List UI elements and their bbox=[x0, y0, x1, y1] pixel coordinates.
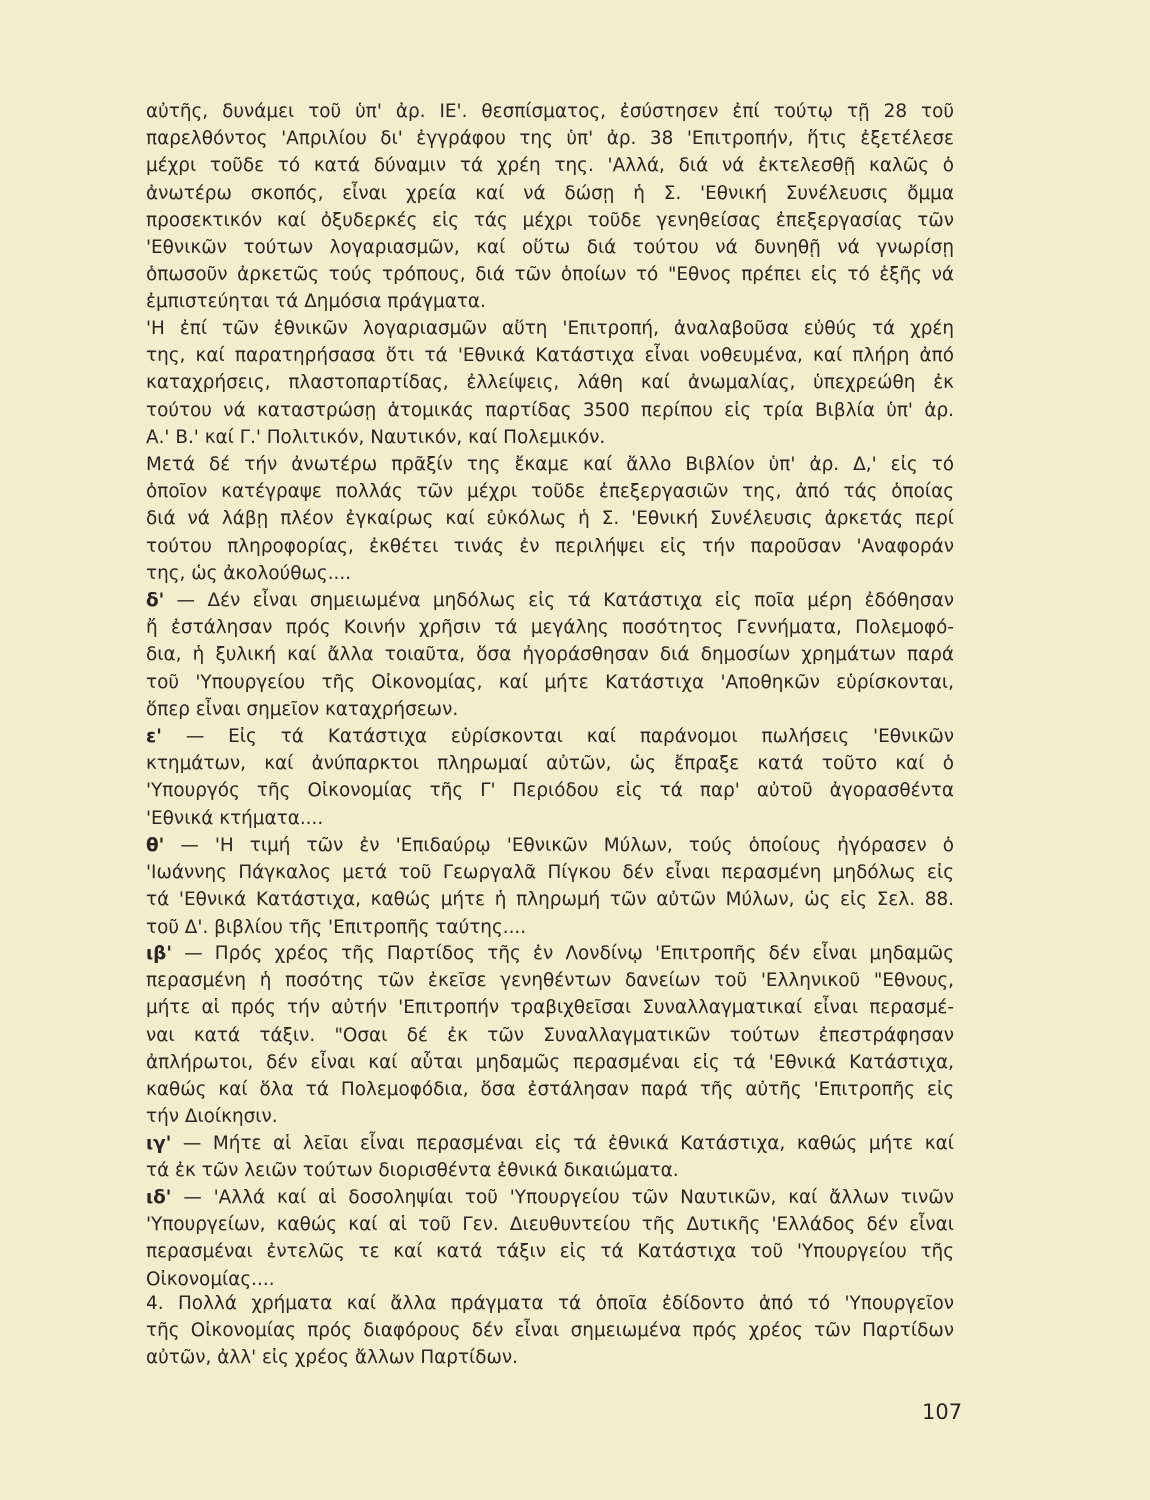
text-line: 'Υπουργός τῆς Οἰκονομίας τῆς Γ' Περιόδου εἰς τά παρ' αὐτοῦ ἀγορασθέντα bbox=[146, 780, 954, 802]
text-line: ὁποῖον κατέγραψε πολλάς τῶν μέχρι τοῦδε ἐπεξεργασιῶν της, ἀπό τάς ὁποίας bbox=[146, 481, 954, 503]
text-line: τοῦ 'Υπουργείου τῆς Οἰκονομίας, καί μήτε Κατάστιχα 'Αποθηκῶν εὑρίσκονται, bbox=[146, 671, 954, 693]
text-line: τῆς Οἰκονομίας πρός διαφόρους δέν εἶναι σημειωμένα πρός χρέος τῶν Παρτίδων bbox=[146, 1320, 954, 1342]
text-line: ναι κατά τάξιν. "Οσαι δέ ἐκ τῶν Συναλλαγματικῶν τούτων ἐπεστράφησαν bbox=[146, 1024, 954, 1046]
item-text: — Μήτε αἱ λεῖαι εἶναι περασμέναι εἰς τά ἐθνικά Κατάστιχα, καθώς μήτε καί bbox=[171, 1133, 954, 1154]
item-text: — Δέν εἶναι σημειωμένα μηδόλως εἰς τά Κατάστιχα εἰς ποῖα μέρη ἐδόθησαν bbox=[164, 590, 954, 611]
text-line: κτημάτων, καί ἀνύπαρκτοι πληρωμαί αὐτῶν, ὡς ἔπραξε κατά τοῦτο καί ὁ bbox=[146, 753, 954, 775]
text-line: τά 'Εθνικά Κατάστιχα, καθώς μήτε ἡ πληρωμή τῶν αὐτῶν Μύλων, ὡς εἰς Σελ. 88. bbox=[146, 889, 954, 911]
text-line: προσεκτικόν καί ὀξυδερκές εἰς τάς μέχρι τοῦδε γενηθείσας ἐπεξεργασίας τῶν bbox=[146, 209, 954, 231]
text-line: Οἰκονομίας.... bbox=[146, 1268, 275, 1290]
item-theta bbox=[146, 832, 954, 941]
item-delta bbox=[146, 587, 954, 723]
paragraph-intro bbox=[146, 98, 954, 316]
text-line: ὁπωσοῦν ἀρκετῶς τούς τρόπους, διά τῶν ὁποίων τό "Εθνος πρέπει εἰς τό ἑξῆς νά bbox=[146, 264, 954, 286]
text-line: 'Ιωάννης Πάγκαλος μετά τοῦ Γεωργαλᾶ Πίγκου δέν εἶναι περασμένη μηδόλως εἰς bbox=[146, 862, 954, 884]
page-number: 107 bbox=[922, 1400, 963, 1424]
paragraph-section-4 bbox=[146, 1290, 954, 1372]
text-line: μέχρι τοῦδε τό κατά δύναμιν τά χρέη της. 'Αλλά, διά νά ἐκτελεσθῇ καλῶς ὁ bbox=[146, 155, 954, 177]
text-line: τούτου πληροφορίας, ἐκθέτει τινάς ἐν περιλήψει εἰς τήν παροῦσαν 'Αναφοράν bbox=[146, 535, 954, 557]
text-line: αὐτῶν, ἀλλ' εἰς χρέος ἄλλων Παρτίδων. bbox=[146, 1347, 519, 1369]
text-line: δια, ἡ ξυλική καί ἄλλα τοιαῦτα, ὅσα ἠγοράσθησαν διά δημοσίων χρημάτων παρά bbox=[146, 644, 954, 666]
text-line: ὅπερ εἶναι σημεῖον καταχρήσεων. bbox=[146, 698, 459, 720]
item-text: — Εἰς τά Κατάστιχα εὑρίσκονται καί παράνομοι πωλήσεις 'Εθνικῶν bbox=[161, 726, 954, 747]
item-label: θ' bbox=[146, 835, 165, 856]
text-line: ἐμπιστεύηται τά Δημόσια πράγματα. bbox=[146, 291, 486, 313]
text-line: Μετά δέ τήν ἀνωτέρω πρᾶξίν της ἔκαμε καί ἄλλο Βιβλίον ὑπ' ἀρ. Δ,' εἰς τό bbox=[146, 454, 954, 475]
text-line: μήτε αἱ πρός τήν αὐτήν 'Επιτροπήν τραβιχθεῖσαι Συναλλαγματικαί εἶναι περασμέ- bbox=[146, 997, 954, 1019]
text-line: 4. Πολλά χρήματα καί ἄλλα πράγματα τά ὁποῖα ἐδίδοντο ἀπό τό 'Υπουργεῖον bbox=[146, 1293, 954, 1314]
text-line: παρελθόντος 'Απριλίου δι' ἐγγράφου της ὑπ' ἀρ. 38 'Επιτροπήν, ἥτις ἐξετέλεσε bbox=[146, 128, 954, 150]
item-text: — 'Αλλά καί αἱ δοσοληψίαι τοῦ 'Υπουργείου τῶν Ναυτικῶν, καί ἄλλων τινῶν bbox=[171, 1187, 954, 1208]
text-line: ἤ ἐστάλησαν πρός Κοινήν χρῆσιν τά μεγάλης ποσότητος Γεννήματα, Πολεμοφό- bbox=[146, 617, 954, 639]
text-line: Α.' Β.' καί Γ.' Πολιτικόν, Ναυτικόν, καί Πολεμικόν. bbox=[146, 426, 606, 448]
text-line bbox=[146, 832, 954, 859]
text-line: καθώς καί ὅλα τά Πολεμοφόδια, ὅσα ἐστάλησαν παρά τῆς αὐτῆς 'Επιτροπῆς εἰς bbox=[146, 1078, 954, 1100]
item-label: ε' bbox=[146, 726, 162, 747]
paragraph-committee bbox=[146, 315, 954, 451]
text-line: ἀπλήρωτοι, δέν εἶναι καί αὗται μηδαμῶς περασμέναι εἰς τά 'Εθνικά Κατάστιχα, bbox=[146, 1051, 954, 1073]
text-line: τήν Διοίκησιν. bbox=[146, 1106, 278, 1128]
text-line bbox=[146, 1184, 954, 1211]
paragraph-book-delta bbox=[146, 451, 954, 587]
item-label: ιγ' bbox=[146, 1133, 172, 1154]
item-iota-beta bbox=[146, 940, 954, 1130]
text-line: της, καί παρατηρήσασα ὅτι τά 'Εθνικά Κατάστιχα εἶναι νοθευμένα, καί πλήρη ἀπό bbox=[146, 345, 954, 367]
text-line: διά νά λάβῃ πλέον ἐγκαίρως καί εὐκόλως ἡ Σ. 'Εθνική Συνέλευσις ἀρκετάς περί bbox=[146, 508, 954, 530]
text-line: 'Εθνικά κτήματα.... bbox=[146, 807, 324, 829]
text-line: περασμένη ἡ ποσότης τῶν ἐκεῖσε γενηθέντων δανείων τοῦ 'Ελληνικοῦ "Εθνους, bbox=[146, 970, 954, 992]
item-label: ιβ' bbox=[146, 943, 172, 964]
item-label: ιδ' bbox=[146, 1187, 172, 1208]
item-text: — 'Η τιμή τῶν ἐν 'Επιδαύρῳ 'Εθνικῶν Μύλων, τούς ὁποίους ἠγόρασεν ὁ bbox=[164, 835, 954, 856]
text-line: τοῦ Δ'. βιβλίου τῆς 'Επιτροπῆς ταύτης.... bbox=[146, 916, 527, 938]
text-line: ἀνωτέρω σκοπός, εἶναι χρεία καί νά δώσῃ ἡ Σ. 'Εθνική Συνέλευσις ὄμμα bbox=[146, 182, 954, 204]
text-line bbox=[146, 587, 954, 614]
text-line bbox=[146, 723, 954, 750]
item-iota-delta bbox=[146, 1184, 954, 1293]
text-line: 'Υπουργείων, καθώς καί αἱ τοῦ Γεν. Διευθυντείου τῆς Δυτικῆς 'Ελλάδος δέν εἶναι bbox=[146, 1214, 954, 1236]
text-line: περασμέναι ἐντελῶς τε καί κατά τάξιν εἰς τά Κατάστιχα τοῦ 'Υπουργείου τῆς bbox=[146, 1241, 954, 1263]
text-line: αὐτῆς, δυνάμει τοῦ ὑπ' ἀρ. ΙΕ'. θεσπίσματος, ἐσύστησεν ἐπί τούτῳ τῇ 28 τοῦ bbox=[146, 101, 954, 122]
text-line: καταχρήσεις, πλαστοπαρτίδας, ἐλλείψεις, λάθη καί ἀνωμαλίας, ὑπεχρεώθη ἐκ bbox=[146, 372, 954, 394]
text-line: τούτου νά καταστρώσῃ ἀτομικάς παρτίδας 3500 περίπου εἰς τρία Βιβλία ὑπ' ἀρ. bbox=[146, 399, 954, 421]
text-line: 'Η ἐπί τῶν ἐθνικῶν λογαριασμῶν αὕτη 'Επιτροπή, ἀναλαβοῦσα εὐθύς τά χρέη bbox=[146, 318, 954, 339]
text-line: της, ὡς ἀκολούθως.... bbox=[146, 562, 352, 584]
item-iota-gamma bbox=[146, 1130, 954, 1184]
text-line bbox=[146, 1130, 954, 1157]
item-label: δ' bbox=[146, 590, 165, 611]
item-epsilon bbox=[146, 723, 954, 832]
text-line: τά ἐκ τῶν λειῶν τούτων διορισθέντα ἐθνικά δικαιώματα. bbox=[146, 1160, 679, 1182]
text-line bbox=[146, 940, 954, 967]
text-line: 'Εθνικῶν τούτων λογαριασμῶν, καί οὕτω διά τούτου νά δυνηθῇ νά γνωρίσῃ bbox=[146, 236, 954, 258]
item-text: — Πρός χρέος τῆς Παρτίδος τῆς ἐν Λονδίνῳ 'Επιτροπῆς δέν εἶναι μηδαμῶς bbox=[171, 943, 954, 964]
